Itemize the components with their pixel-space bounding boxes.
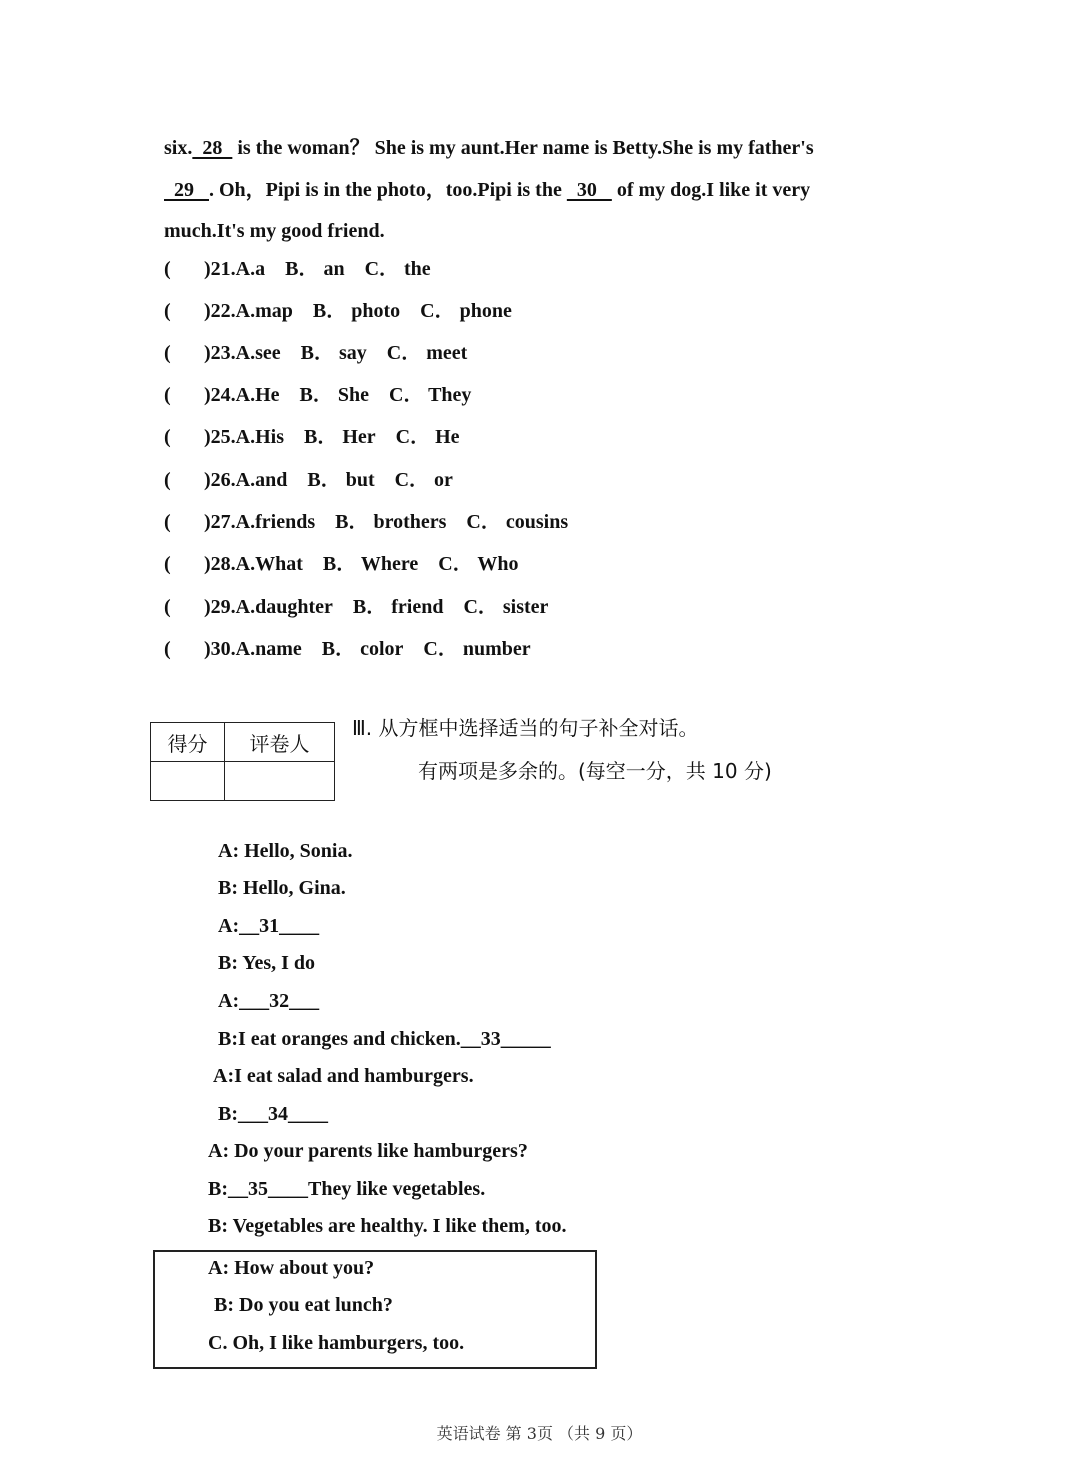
answer-paren[interactable]: ( [164, 553, 171, 575]
passage-text: of my dog.I like it very [611, 178, 811, 201]
option-b: B． but [307, 469, 375, 491]
option-a: )27.A.friends [204, 511, 316, 533]
option-a: )24.A.He [204, 384, 280, 406]
option-c: C． the [364, 258, 431, 280]
option-c: C． He [395, 426, 460, 448]
score-cell[interactable] [151, 762, 225, 801]
option-a-sentence: A: How about you? [208, 1257, 375, 1279]
option-a: )29.A.daughter [204, 596, 333, 618]
answer-paren[interactable]: ( [164, 384, 171, 406]
answer-paren[interactable]: ( [164, 638, 171, 660]
dialogue-line: A: Do your parents like hamburgers? [208, 1140, 528, 1162]
section-title: Ⅲ. 从方框中选择适当的句子补全对话。 [352, 716, 699, 740]
option-b: B． Where [322, 553, 419, 575]
option-a: )26.A.and [204, 469, 288, 491]
option-c: C． cousins [466, 511, 569, 533]
option-b-sentence: B: Do you eat lunch? [214, 1294, 393, 1316]
option-b: B． an [285, 258, 345, 280]
blank-28: 28 [192, 137, 233, 159]
passage-text: much.It's my good friend. [164, 220, 385, 242]
answer-paren[interactable]: ( [164, 300, 171, 322]
score-header: 得分 [151, 723, 225, 762]
option-c: C． or [394, 469, 453, 491]
blank-29: 29 [164, 178, 209, 201]
option-c: C． sister [463, 596, 549, 618]
answer-paren[interactable]: ( [164, 258, 171, 280]
option-b: B． say [300, 342, 367, 364]
options-box [153, 1250, 597, 1369]
option-b: B． She [299, 384, 370, 406]
option-a: )30.A.name [204, 638, 302, 660]
section-instructions: 有两项是多余的。(每空一分，共 10 分) [418, 759, 772, 783]
passage-text: . Oh，Pipi is in the photo，too.Pipi is the [209, 178, 567, 201]
answer-paren[interactable]: ( [164, 426, 171, 448]
option-b: B． brothers [335, 511, 447, 533]
option-a: )22.A.map [204, 300, 293, 322]
option-c: C． Who [438, 553, 519, 575]
dialogue-line: A:I eat salad and hamburgers. [213, 1065, 474, 1087]
dialogue-line: B: Vegetables are healthy. I like them, too. [208, 1215, 567, 1237]
option-a: )25.A.His [204, 426, 284, 448]
option-b: B． friend [352, 596, 444, 618]
dialogue-line: B: Yes, I do [218, 952, 316, 974]
option-a: )28.A.What [204, 553, 303, 575]
option-c: C． phone [420, 300, 512, 322]
answer-paren[interactable]: ( [164, 342, 171, 364]
option-a: )21.A.a [204, 258, 266, 280]
dialogue-line: B: Hello, Gina. [218, 877, 346, 899]
answer-paren[interactable]: ( [164, 511, 171, 533]
option-b: B． photo [312, 300, 401, 322]
dialogue-line-blank-35: B:__35____They like vegetables. [208, 1178, 486, 1200]
dialogue-line-blank-31: A:__31____ [218, 915, 320, 937]
passage-text: is the woman？ She is my aunt.Her name is Betty.She is my father's [232, 137, 814, 159]
dialogue-line-blank-34: B:___34____ [218, 1103, 328, 1125]
grader-cell[interactable] [224, 762, 334, 801]
blank-30: 30 [566, 178, 612, 201]
answer-paren[interactable]: ( [164, 469, 171, 491]
score-table [150, 722, 335, 801]
answer-paren[interactable]: ( [164, 596, 171, 618]
dialogue-line-blank-32: A:___32___ [218, 990, 320, 1012]
grader-header: 评卷人 [224, 723, 334, 762]
dialogue-line: A: Hello, Sonia. [218, 840, 353, 862]
option-b: B． Her [304, 426, 376, 448]
cloze-passage [164, 128, 924, 253]
option-c: C． number [423, 638, 531, 660]
option-c: C． They [389, 384, 472, 406]
option-a: )23.A.see [204, 342, 281, 364]
option-c: C． meet [386, 342, 468, 364]
page-footer: 英语试卷 第 3页 （共 9 页） [436, 1424, 643, 1443]
option-b: B． color [321, 638, 404, 660]
dialogue-line-blank-33: B:I eat oranges and chicken.__33_____ [218, 1028, 551, 1050]
option-c-sentence: C. Oh, I like hamburgers, too. [208, 1332, 465, 1354]
passage-text: six. [164, 137, 193, 159]
